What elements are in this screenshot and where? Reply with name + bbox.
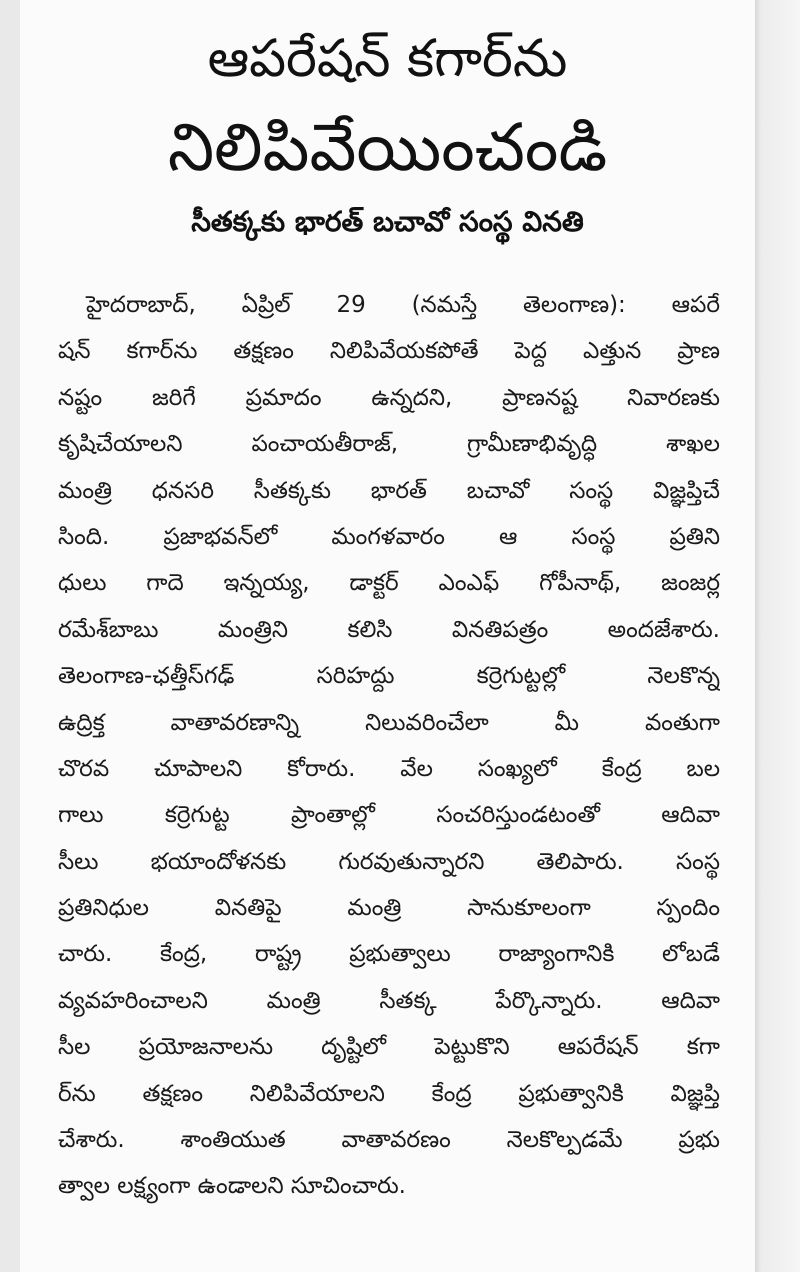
body-line: చేశారు. శాంతియుత వాతావరణం నెలకొల్పడమే ప్రభు bbox=[58, 1127, 720, 1154]
body-line: హైదరాబాద్, ఏప్రిల్ 29 (నమస్తే తెలంగాణ): ఆపరే bbox=[86, 292, 720, 318]
body-line: సీల ప్రయోజనాలను దృష్టిలో పెట్టుకొని ఆపరేషన్ కగా bbox=[58, 1034, 720, 1061]
body-line: ధులు గాదె ఇన్నయ్య, డాక్టర్ ఎంఎఫ్ గోపీనాథ్, జంజర్ల bbox=[58, 570, 720, 597]
body-line: ప్రతినిధుల వినతిపై మంత్రి సానుకూలంగా స్పందిం bbox=[58, 895, 720, 922]
body-line: ర్‌ను తక్షణం నిలిపివేయాలని కేంద్ర ప్రభుత్వానికి విజ్ఞప్తి bbox=[58, 1080, 720, 1107]
body-line: చొరవ చూపాలని కోరారు. వేల సంఖ్యలో కేంద్ర బల bbox=[58, 755, 720, 782]
page-edge-shadow bbox=[755, 0, 800, 1272]
body-line: నష్టం జరిగే ప్రమాదం ఉన్నదని, ప్రాణనష్ట నివారణకు bbox=[58, 384, 720, 411]
body-line: కృషిచేయాలని పంచాయతీరాజ్, గ్రామీణాభివృద్ధి శాఖల bbox=[58, 431, 720, 458]
article-body bbox=[58, 282, 720, 1210]
body-line: సీలు భయాందోళనకు గురవుతున్నారని తెలిపారు. సంస్థ bbox=[58, 848, 720, 875]
headline-line-1: ఆపరేషన్ కగార్‌ను bbox=[207, 29, 568, 89]
body-line: గాలు కర్రెగుట్ట ప్రాంతాల్లో సంచరిస్తుండటంతో ఆదివా bbox=[58, 802, 720, 829]
body-line: షన్ కగార్‌ను తక్షణం నిలిపివేయకపోతే పెద్ద ఎత్తున ప్రాణ bbox=[58, 338, 720, 365]
headline-line-2: నిలిపివేయించండి bbox=[167, 109, 608, 186]
body-line: ఉద్రిక్త వాతావరణాన్ని నిలువరించేలా మీ వంతుగా bbox=[58, 709, 720, 736]
body-line: తెలంగాణ-ఛత్తీస్‌గఢ్ సరిహద్దు కర్రెగుట్టల్లో నెలకొన్న bbox=[58, 663, 720, 690]
body-line: వ్యవహరించాలని మంత్రి సీతక్క పేర్కొన్నారు. ఆదివా bbox=[58, 987, 720, 1014]
body-line: మంత్రి ధనసరి సీతక్కకు భారత్ బచావో సంస్థ విజ్ఞప్తిచే bbox=[58, 477, 720, 504]
subheadline: సీతక్కకు భారత్ బచావో సంస్థ వినతి bbox=[191, 205, 584, 238]
body-line: రమేశ్‌బాబు మంత్రిని కలిసి వినతిపత్రం అందజేశారు. bbox=[58, 616, 720, 643]
body-line: చారు. కేంద్ర, రాష్ట్ర ప్రభుత్వాలు రాజ్యాంగానికి లోబడే bbox=[58, 941, 720, 968]
body-line: సింది. ప్రజాభవన్‌లో మంగళవారం ఆ సంస్థ ప్రతిని bbox=[58, 523, 720, 550]
body-line: త్వాల లక్ష్యంగా ఉండాలని సూచించారు. bbox=[58, 1173, 406, 1200]
